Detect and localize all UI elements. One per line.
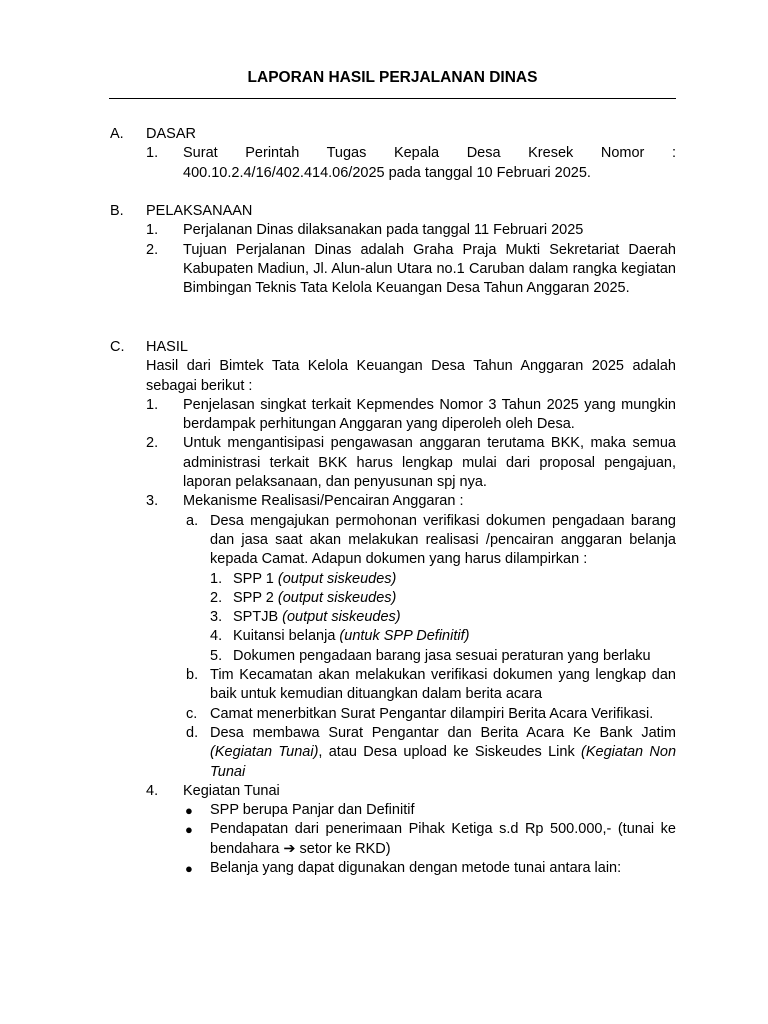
bullet-text: SPP berupa Panjar dan Definitif (210, 802, 415, 819)
section-letter: A. (110, 126, 124, 142)
sub-item-letter: d. (186, 724, 199, 741)
list-item (146, 241, 676, 299)
section-title: PELAKSANAAN (146, 203, 253, 219)
item-number: 3. (146, 493, 159, 510)
sub-item-note: (Kegiatan Non Tunai (210, 744, 677, 780)
bullet-icon: ● (185, 861, 193, 877)
list-item (146, 396, 676, 435)
section-intro: Hasil dari Bimtek Tata Kelola Keuangan Desa Tahun Anggaran 2025 adalah sebagai berikut : (146, 358, 676, 394)
title-underline (109, 98, 676, 99)
doc-text: SPP 1 (233, 570, 278, 587)
section-heading (0, 125, 768, 144)
document-list-item (210, 647, 676, 666)
item-text: Mekanisme Realisasi/Pencairan Anggaran : (183, 493, 464, 510)
doc-note: (output siskeudes) (277, 589, 397, 606)
item-number: 2. (146, 435, 159, 452)
section-hasil (0, 338, 768, 878)
section-letter: B. (110, 203, 124, 219)
doc-number: 2. (210, 589, 223, 606)
doc-number: 1. (210, 570, 223, 587)
bullet-icon: ● (185, 822, 193, 838)
item-text: Surat Perintah Tugas Kepala Desa Kresek Nomor : 400.10.2.4/16/402.414.06/2025 pada tanggal 10 Februari 2025. (183, 145, 676, 181)
document-list-item (210, 627, 676, 646)
doc-note: (untuk SPP Definitif) (339, 628, 470, 645)
sub-item-text: Tim Kecamatan akan melakukan verifikasi dokumen yang lengkap dan baik untuk kemudian dituangkan dalam berita acara (210, 667, 676, 703)
sub-item (183, 512, 676, 570)
sub-item-text: Camat menerbitkan Surat Pengantar dilampiri Berita Acara Verifikasi. (210, 705, 654, 722)
section-title: HASIL (146, 339, 188, 355)
doc-number: 5. (210, 647, 223, 664)
item-number: 1. (146, 222, 159, 239)
bullet-icon: ● (185, 803, 193, 819)
bullet-text: Belanja yang dapat digunakan dengan metode tunai antara lain: (210, 860, 622, 877)
section-dasar (0, 125, 768, 183)
item-text: Perjalanan Dinas dilaksanakan pada tanggal 11 Februari 2025 (183, 222, 584, 239)
bullet-item (183, 801, 676, 820)
doc-number: 3. (210, 609, 223, 626)
list-item (146, 782, 676, 801)
sub-item-letter: c. (186, 705, 198, 722)
bullet-text: Pendapatan dari penerimaan Pihak Ketiga s.d Rp 500.000,- (tunai ke bendahara ➔ setor ke RKD) (210, 821, 676, 857)
doc-text: Kuitansi belanja (233, 628, 340, 645)
section-heading (0, 338, 768, 357)
list-item (146, 492, 676, 511)
sub-item (183, 724, 676, 782)
bullet-item (183, 859, 676, 878)
bullet-item (183, 820, 676, 859)
document-list-item (210, 589, 676, 608)
document-list-item (210, 570, 676, 589)
section-heading (0, 202, 768, 221)
item-number: 1. (146, 145, 159, 162)
item-text: Kegiatan Tunai (183, 782, 280, 799)
sub-item-note: (Kegiatan Tunai) (210, 744, 319, 761)
item-text: Untuk mengantisipasi pengawasan anggaran terutama BKK, maka semua administrasi terkait BKK harus lengkap mulai dari proposal pengajuan, laporan pelaksanaan, dan penyusunan spj nya. (183, 435, 676, 491)
doc-number: 4. (210, 628, 223, 645)
list-item (146, 144, 676, 183)
item-text: Tujuan Perjalanan Dinas adalah Graha Praja Mukti Sekretariat Daerah Kabupaten Madiun, Jl. Alun-alun Utara no.1 Caruban dalam rangka kegiatan Bimbingan Teknis Tata Kelola Keuangan Desa Tahun Anggaran 2025. (183, 241, 676, 297)
document-title: LAPORAN HASIL PERJALANAN DINAS (247, 69, 538, 86)
item-number: 4. (146, 782, 159, 799)
item-text: Penjelasan singkat terkait Kepmendes Nomor 3 Tahun 2025 yang mungkin berdampak perhitungan Anggaran yang diperoleh oleh Desa. (183, 396, 676, 433)
sub-item-letter: b. (186, 667, 199, 684)
sub-item-text: , atau Desa upload ke Siskeudes Link (318, 744, 582, 761)
sub-item (183, 705, 676, 724)
item-number: 2. (146, 241, 159, 258)
sub-item-text: Desa membawa Surat Pengantar dan Berita Acara Ke Bank Jatim (210, 724, 676, 741)
sub-item (183, 666, 676, 705)
doc-note: (output siskeudes) (282, 609, 401, 626)
section-pelaksanaan (0, 202, 768, 298)
list-item (146, 221, 676, 240)
doc-text: Dokumen pengadaan barang jasa sesuai peraturan yang berlaku (233, 647, 651, 664)
sub-item-letter: a. (186, 512, 199, 529)
list-item (146, 434, 676, 492)
doc-text: SPTJB (233, 609, 283, 626)
item-number: 1. (146, 396, 159, 413)
section-title: DASAR (146, 126, 196, 142)
document-list-item (210, 608, 676, 627)
doc-note: (output siskeudes) (277, 570, 397, 587)
sub-item-text: Desa mengajukan permohonan verifikasi dokumen pengadaan barang dan jasa saat akan melakukan realisasi /pencairan anggaran belanja kepada Camat. Adapun dokumen yang harus dilampirkan : (210, 512, 676, 568)
doc-text: SPP 2 (233, 589, 278, 606)
section-letter: C. (110, 339, 125, 355)
